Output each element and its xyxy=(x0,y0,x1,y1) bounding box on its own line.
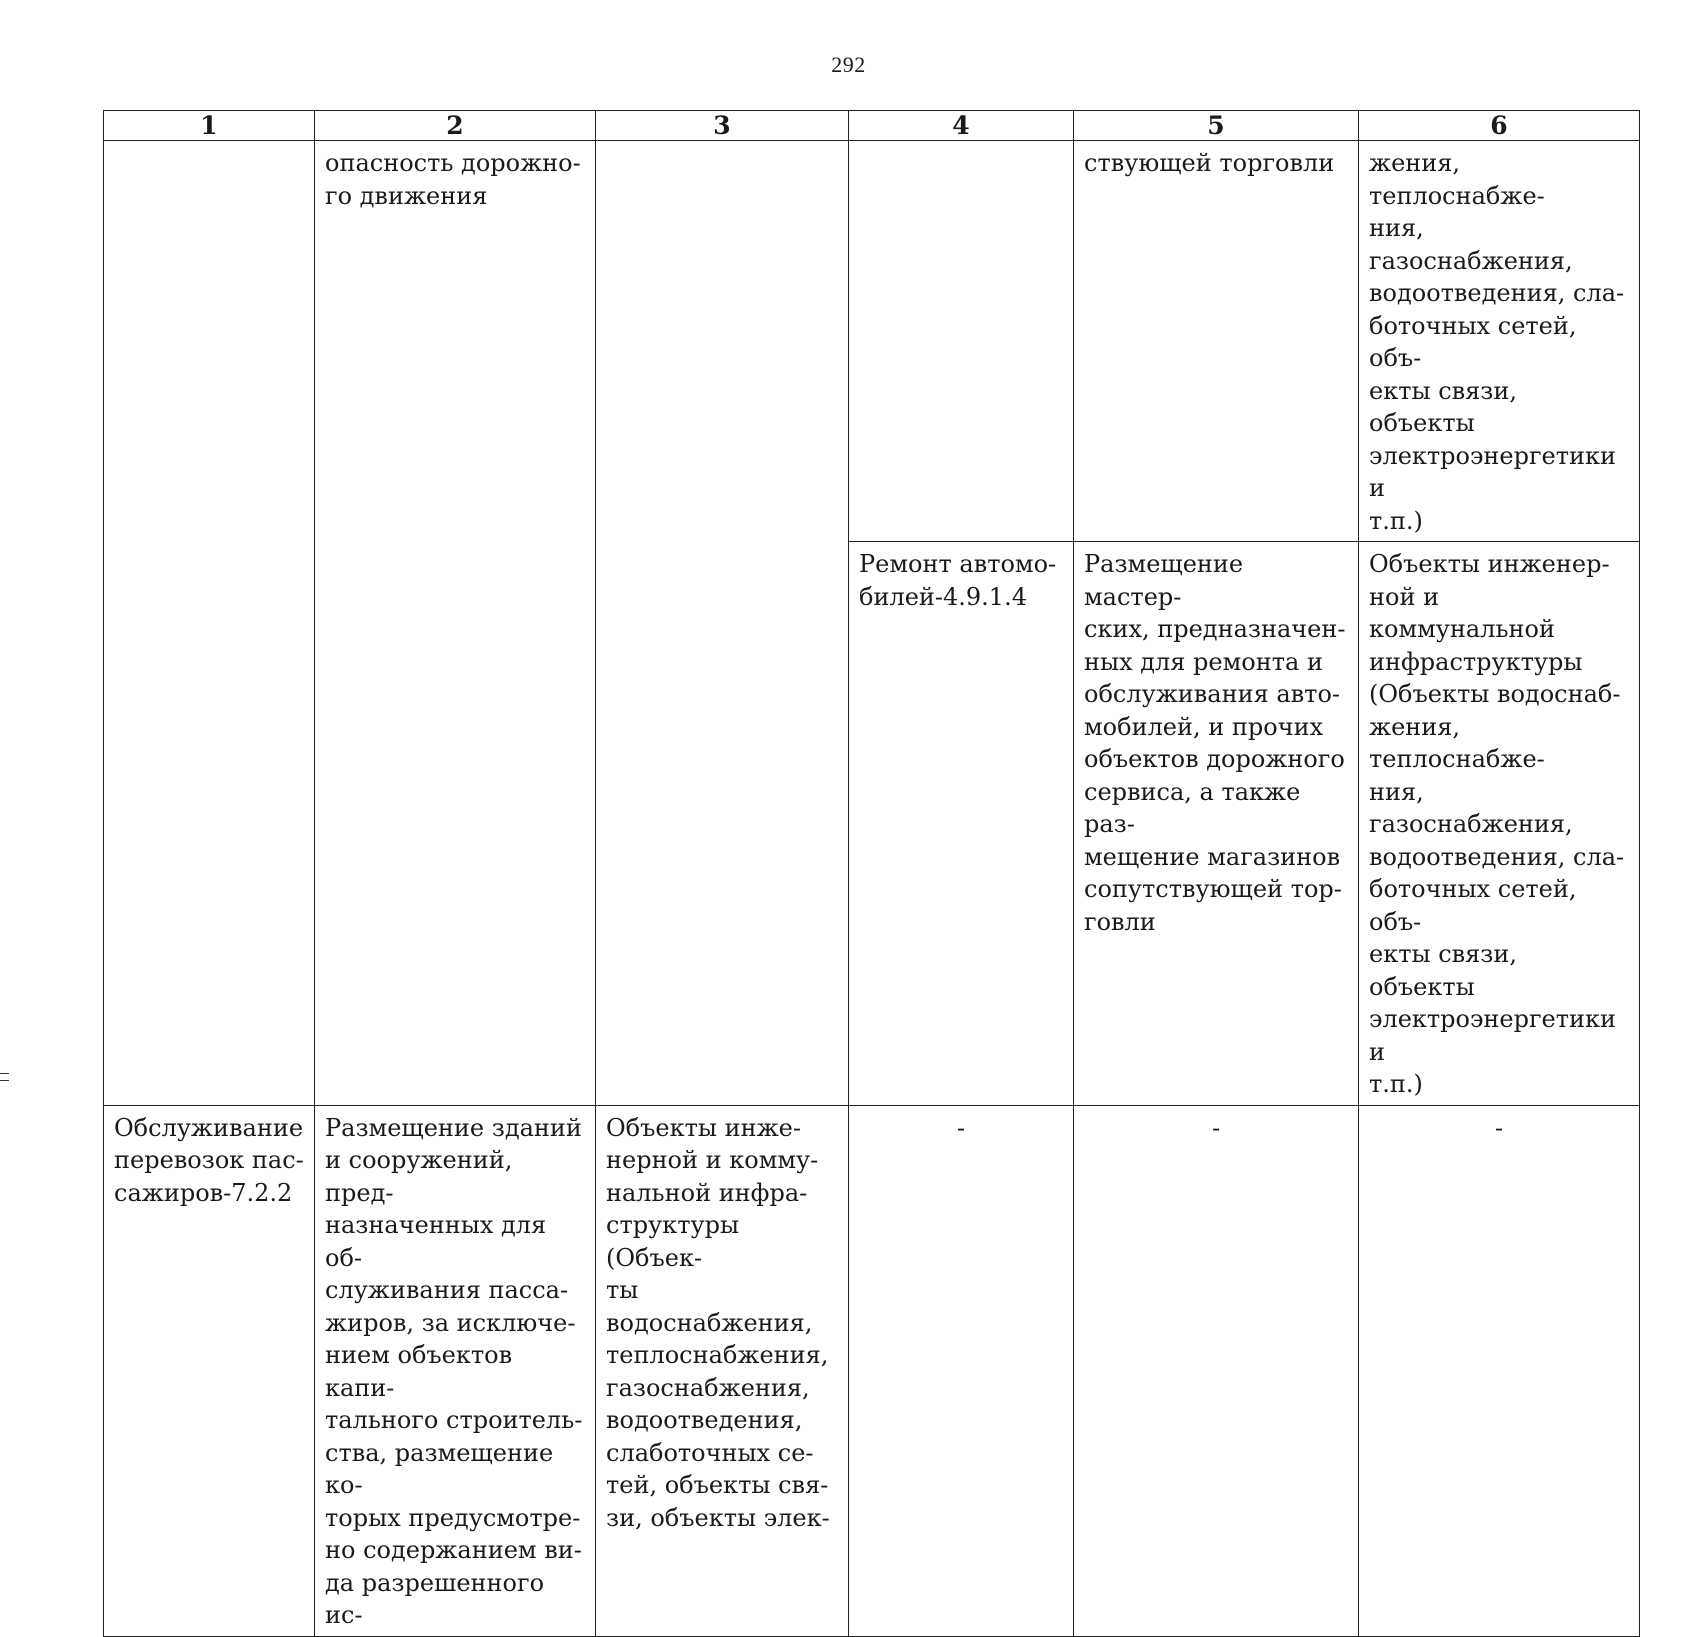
cell-text: Объекты инженер- ной и коммунальной инфраструктуры (Объекты водоснаб- жения, теплоснабже- ния, газоснабжения, водоотведения, сла- боточных сетей, объ- екты связи, объекты электроэнергетики и т.п.) xyxy=(1369,550,1625,1098)
cell-col-1-empty xyxy=(104,141,315,1106)
cell-col-6-passenger: - xyxy=(1359,1105,1640,1636)
cell-col-2-continuation xyxy=(315,141,596,1106)
cell-col-2-passenger xyxy=(315,1105,596,1636)
cell-col-3-passenger xyxy=(596,1105,849,1636)
cell-text: Обслуживание перевозок пас- сажиров-7.2.2 xyxy=(114,1113,304,1207)
cell-col-5-passenger: - xyxy=(1074,1105,1359,1636)
cell-text: жения, теплоснабже- ния, газоснабжения, водоотведения, сла- боточных сетей, объ- екты связи, объекты электроэнергетики и т.п.) xyxy=(1369,149,1625,535)
header-col-6: 6 xyxy=(1359,111,1640,141)
cell-col-6-continuation xyxy=(1359,141,1640,542)
cell-col-5-repair xyxy=(1074,542,1359,1106)
scan-edge-mark xyxy=(0,1073,9,1081)
cell-col-4-passenger: - xyxy=(849,1105,1074,1636)
header-row xyxy=(104,111,1640,141)
cell-text: Размещение мастер- ских, предназначен- ных для ремонта и обслуживания авто- мобилей, и прочих объектов дорожного сервиса, а также раз- мещение магазинов сопутствующей тор- говли xyxy=(1084,550,1346,936)
header-col-3: 3 xyxy=(596,111,849,141)
header-col-2: 2 xyxy=(315,111,596,141)
header-col-4: 4 xyxy=(849,111,1074,141)
page-number: 292 xyxy=(831,52,866,77)
cell-col-1-passenger xyxy=(104,1105,315,1636)
cell-text: Объекты инже- нерной и комму- нальной инфра- структуры (Объек- ты водоснабжения, теплоснабжения, газоснабжения, водоотведения, слаботочных се- тей, объекты свя- зи, объекты элек- xyxy=(606,1113,830,1532)
header-col-5: 5 xyxy=(1074,111,1359,141)
cell-text: опасность дорожно- го движения xyxy=(325,149,581,210)
header-col-1: 1 xyxy=(104,111,315,141)
cell-col-3-empty xyxy=(596,141,849,1106)
cell-text: Ремонт автомо- билей-4.9.1.4 xyxy=(859,550,1057,611)
table-row-passenger xyxy=(104,1105,1640,1636)
cell-col-6-repair xyxy=(1359,542,1640,1106)
cell-text: ствующей торговли xyxy=(1084,149,1335,177)
cell-col-4-empty xyxy=(849,141,1074,542)
cell-text: Размещение зданий и сооружений, пред- назначенных для об- служивания пасса- жиров, за исключе- нием объектов капи- тального строитель- ства, размещение ко- торых предусмотре- но содержанием ви- да разрешенного ис- xyxy=(325,1113,583,1629)
land-use-table xyxy=(103,110,1640,1637)
cell-col-5-continuation xyxy=(1074,141,1359,542)
cell-col-4-repair xyxy=(849,542,1074,1106)
table-row-continuation xyxy=(104,141,1640,542)
